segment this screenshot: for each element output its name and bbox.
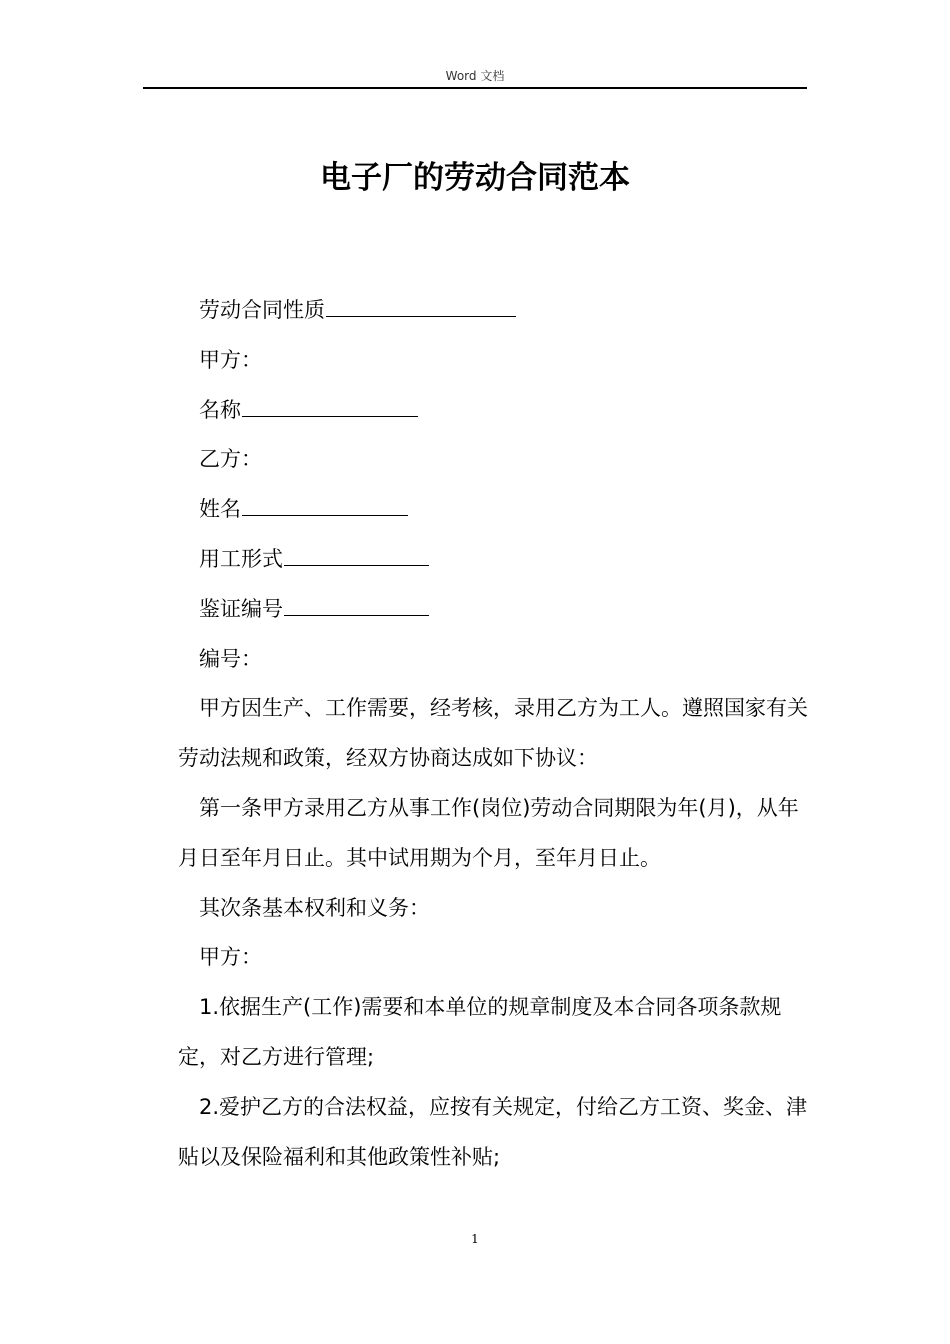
employment-form-blank	[284, 543, 429, 566]
company-name-blank	[242, 394, 418, 417]
contract-nature-blank	[326, 294, 516, 317]
header-divider	[143, 87, 807, 89]
person-name-label: 姓名	[199, 497, 241, 522]
paragraph-company-name	[178, 386, 810, 436]
contract-nature-label: 劳动合同性质	[199, 298, 325, 322]
certification-number-blank	[284, 593, 429, 616]
certification-number-label: 鉴证编号	[199, 596, 283, 621]
employment-form-label: 用工形式	[199, 546, 283, 571]
paragraph-number	[178, 635, 810, 685]
paragraph-item-1: 1.依据生产(工作)需要和本单位的规章制度及本合同各项条款规定，对乙方进行管理;	[178, 995, 782, 1069]
paragraph-party-a	[178, 336, 810, 386]
document-title: 电子厂的劳动合同范本	[320, 160, 630, 196]
paragraph-item-2: 2.爱护乙方的合法权益，应按有关规定，付给乙方工资、奖金、津贴以及保险福利和其他政策性补贴;	[178, 1094, 808, 1169]
party-b-label: 乙方：	[199, 447, 262, 472]
paragraph-certification-number	[178, 585, 810, 635]
person-name-blank	[242, 493, 408, 516]
document-body	[178, 286, 810, 1182]
paragraph-article-2-heading: 其次条基本权利和义务：	[199, 895, 430, 920]
company-name-label: 名称	[199, 397, 241, 422]
paragraph-article-1: 第一条甲方录用乙方从事工作(岗位)劳动合同期限为年(月)，从年月日至年月日止。其中试用期为个月，至年月日止。	[178, 795, 799, 870]
paragraph-preamble: 甲方因生产、工作需要，经考核，录用乙方为工人。遵照国家有关劳动法规和政策，经双方协商达成如下协议：	[178, 696, 808, 771]
paragraph-contract-nature	[178, 286, 810, 336]
page-number: 1	[471, 1232, 479, 1246]
paragraph-person-name	[178, 485, 810, 535]
header-label: Word 文档	[445, 69, 505, 83]
paragraph-employment-form	[178, 535, 810, 585]
party-a-label: 甲方：	[199, 347, 262, 372]
paragraph-party-b	[178, 435, 810, 485]
number-label: 编号：	[199, 646, 262, 671]
paragraph-party-a-duties: 甲方：	[199, 945, 262, 970]
